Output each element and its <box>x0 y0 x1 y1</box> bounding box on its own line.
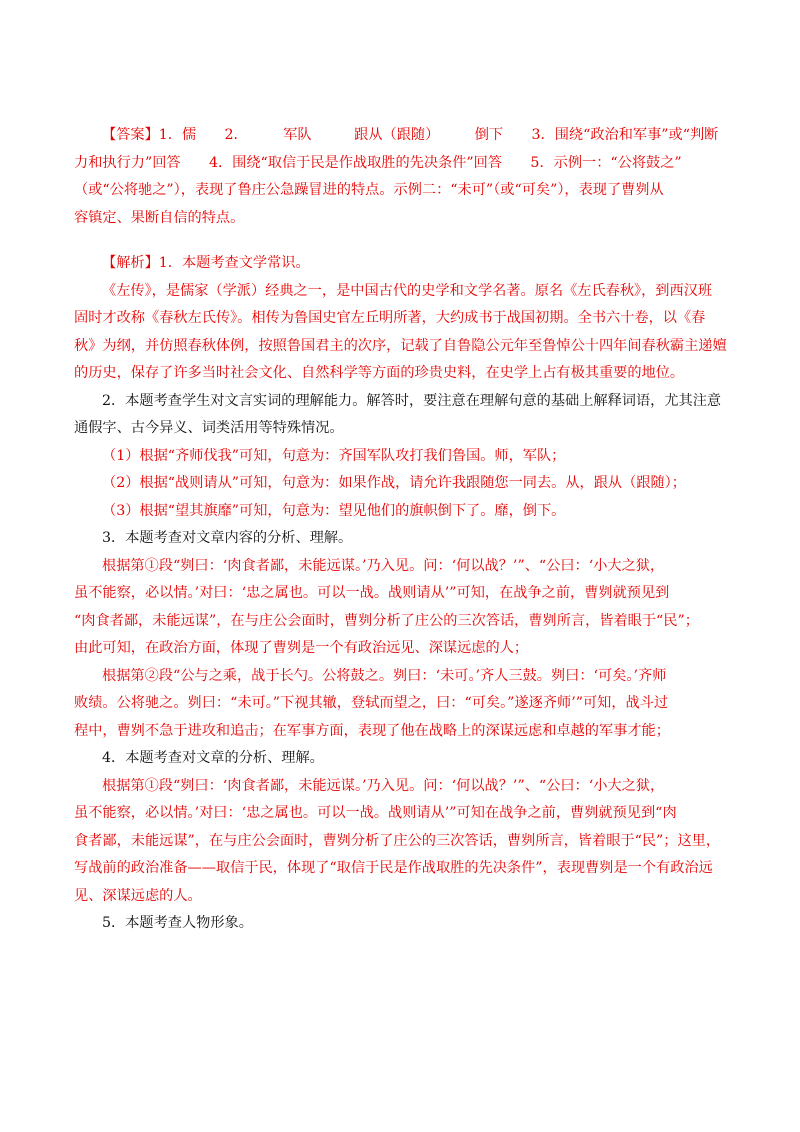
answer-line: 力和执行力”回答 4．围绕“取信于民是作战取胜的先决条件”回答 5．示例一：“公将鼓之” <box>74 154 682 171</box>
analysis-line: 根据第②段“公与之乘，战于长勺。公将鼓之。刿曰：‘未可。’齐人三鼓。刿曰：‘可矣。’齐师 <box>102 667 667 684</box>
analysis-section <box>74 250 730 938</box>
analysis-line: 通假字、古今异义、词类活用等特殊情况。 <box>74 420 344 436</box>
analysis-line: 由此可知，在政治方面，体现了曹刿是一个有政治远见、深谋远虑的人； <box>74 640 529 656</box>
analysis-line: 见、深谋远虑的人。 <box>74 887 202 904</box>
analysis-line: 食者鄙，未能远谋”，在与庄公会面时，曹刿分析了庄公的三次答话，曹刿所言，皆着眼于“民”；这里， <box>74 832 721 849</box>
analysis-line: （1）根据“齐师伐我”可知，句意为：齐国军队攻打我们鲁国。师，军队； <box>102 447 566 464</box>
analysis-line: 的历史，保存了许多当时社会文化、自然科学等方面的珍贵史料，在史学上占有极其重要的地位。 <box>74 365 685 381</box>
analysis-line: 程中，曹刿不急于进攻和追击；在军事方面，表现了他在战略上的深谋远虑和卓越的军事才能； <box>74 722 670 739</box>
analysis-line: 写战前的政治准备——取信于民，体现了“取信于民是作战取胜的先决条件”，表现曹刿是一个有政治远 <box>74 860 713 876</box>
analysis-line: 虽不能察，必以情。’对曰：‘忠之属也。可以一战。战则请从’”可知在战争之前，曹刿就预见到“肉 <box>74 805 677 821</box>
answer-section <box>74 122 730 232</box>
analysis-line: （2）根据“战则请从”可知，句意为：如果作战，请允许我跟随您一同去。从，跟从（跟随）； <box>102 475 686 491</box>
analysis-line: （3）根据“望其旗靡”可知，句意为：望见他们的旗帜倒下了。靡，倒下。 <box>102 502 566 519</box>
answer-line: 【答案】1．儒 2． 军队 跟从（跟随） 倒下 3．围绕“政治和军事”或“判断 <box>102 127 719 143</box>
analysis-line: 《左传》，是儒家（学派）经典之一，是中国古代的史学和文学名著。原名《左氏春秋》，到西汉班 <box>102 282 713 299</box>
analysis-line: 虽不能察，必以情。’对曰：‘忠之属也。可以一战。战则请从’”可知，在战争之前，曹刿就预见到 <box>74 585 670 601</box>
analysis-line: “肉食者鄙，未能远谋”，在与庄公会面时，曹刿分析了庄公的三次答话，曹刿所言，皆着眼于“民”； <box>74 612 699 629</box>
analysis-heading: 【解析】1．本题考查文学常识。 <box>102 255 310 271</box>
analysis-line: 根据第①段“刿曰：‘肉食者鄙，未能远谋。’乃入见。问：‘何以战？’”、“公曰：‘小大之狱， <box>102 777 665 794</box>
analysis-line: 根据第①段“刿曰：‘肉食者鄙，未能远谋。’乃入见。问：‘何以战？’”、“公曰：‘小大之狱， <box>102 557 665 574</box>
analysis-line: 4．本题考查对文章的分析、理解。 <box>102 750 324 766</box>
analysis-line: 秋》为纲，并仿照春秋体例，按照鲁国君主的次序，记载了自鲁隐公元年至鲁悼公十四年间春秋霸主递嬗 <box>74 337 727 354</box>
analysis-line: 固时才改称《春秋左氏传》。相传为鲁国史官左丘明所著，大约成书于战国初期。全书六十卷，以《春 <box>74 310 706 326</box>
answer-line: 容镇定、果断自信的特点。 <box>74 209 245 226</box>
analysis-line: 2．本题考查学生对文言实词的理解能力。解答时，要注意在理解句意的基础上解释词语，尤其注意 <box>102 392 722 409</box>
analysis-line: 5．本题考查人物形象。 <box>102 915 253 931</box>
answer-line: （或“公将驰之”），表现了鲁庄公急躁冒进的特点。示例二：“未可”（或“可矣”），表现了曹刿从 <box>74 182 664 198</box>
analysis-line: 败绩。公将驰之。刿曰：“未可。”下视其辙，登轼而望之，曰：“可矣。”遂逐齐师’”可知，战斗过 <box>74 695 669 711</box>
analysis-line: 3．本题考查对文章内容的分析、理解。 <box>102 530 353 546</box>
